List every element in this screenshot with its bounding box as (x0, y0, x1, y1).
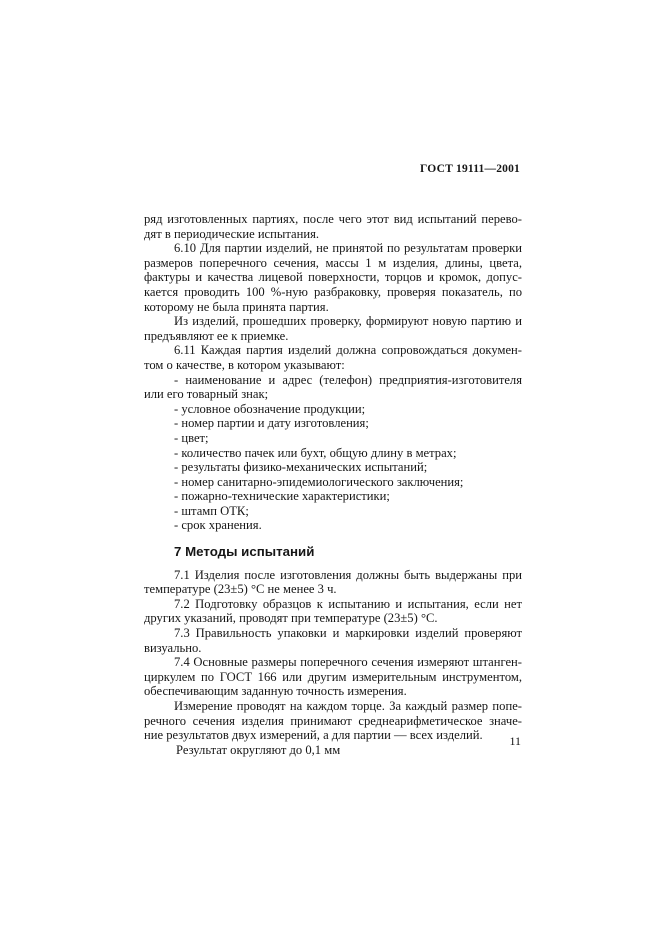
paragraph-result: Результат округляют до 0,1 мм (176, 742, 341, 757)
paragraph-6-11: 6.11 Каждая партия изделий должна сопровождаться докумен-том о качестве, в котором указывают: (144, 343, 522, 372)
list-item: - цвет; (174, 430, 209, 445)
list-item: - наименование и адрес (телефон) предприятия-изготовителя или его товарный знак; (144, 372, 522, 402)
page-number: 11 (509, 734, 521, 748)
paragraph-continuation: ряд изготовленных партиях, после чего этот вид испытаний перево-дят в периодические испытания. (144, 212, 522, 241)
paragraph-7-2: 7.2 Подготовку образцов к испытанию и испытания, если нет других указаний, проводят при температуре (23±5) °С. (144, 596, 522, 626)
paragraph-7-1: 7.1 Изделия после изготовления должны быть выдержаны при температуре (23±5) °С не менее 3 ч. (144, 567, 522, 597)
paragraph-6-10: 6.10 Для партии изделий, не принятой по результатам проверки размеров поперечного сечения, массы 1 м изделия, длины, цвета, фактуры и качества лицевой поверхности, торцов и кромок, допус-кается проводить 100 %-ную разбраковку, проверяя показатель, по которому не была принята партия. (144, 241, 522, 314)
list-item: - номер санитарно-эпидемиологического заключения; (174, 474, 464, 489)
list-item: - условное обозначение продукции; (174, 401, 366, 416)
list-item: - пожарно-технические характеристики; (174, 489, 390, 504)
list-item: - результаты физико-механических испытаний; (174, 460, 428, 475)
paragraph-7-3: 7.3 Правильность упаковки и маркировки изделий проверяют визуально. (144, 626, 522, 655)
section-heading: 7 Методы испытаний (174, 544, 315, 560)
list-item: - количество пачек или бухт, общую длину в метрах; (174, 445, 457, 460)
paragraph-new-batch: Из изделий, прошедших проверку, формируют новую партию и предъявляют ее к приемке. (144, 314, 522, 343)
document-body (144, 212, 522, 757)
paragraph-measurement: Измерение проводят на каждом торце. За каждый размер попе-речного сечения изделия принимают среднеарифметическое значе-ние результатов двух измерений, а для партии — всех изделий. (144, 699, 522, 743)
list-item: - срок хранения. (174, 518, 262, 533)
paragraph-7-4: 7.4 Основные размеры поперечного сечения измеряют штанген-циркулем по ГОСТ 166 или другим измерительным инструментом, обеспечивающим заданную точность измерения. (144, 655, 522, 699)
list-item: - номер партии и дату изготовления; (174, 416, 369, 431)
list-item: - штамп ОТК; (174, 503, 249, 518)
standard-header: ГОСТ 19111—2001 (420, 163, 520, 175)
